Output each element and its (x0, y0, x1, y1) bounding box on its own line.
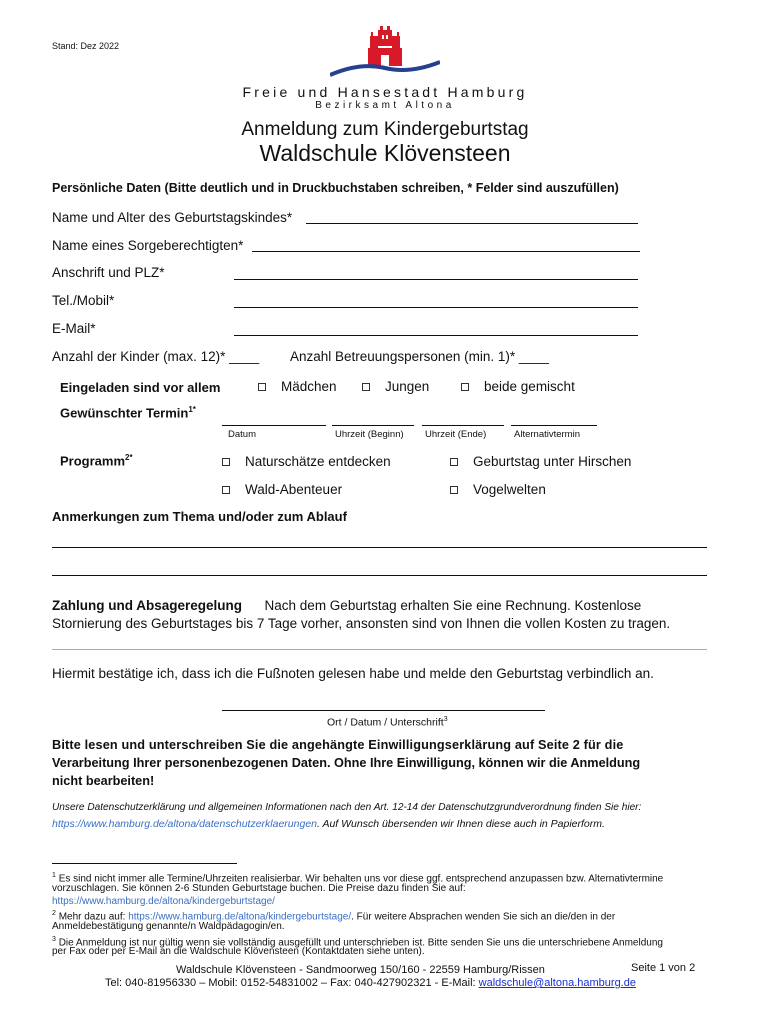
checkbox-icon[interactable] (362, 383, 370, 391)
footer-contact (105, 977, 636, 989)
address-field[interactable] (234, 279, 638, 280)
revision-date: Stand: Dez 2022 (52, 41, 120, 51)
checkbox-icon[interactable] (222, 486, 230, 494)
page-number: Seite 1 von 2 (631, 962, 696, 974)
date-field[interactable] (222, 425, 326, 426)
invited-option-mixed[interactable] (461, 379, 575, 394)
footnote-1-link[interactable]: https://www.hamburg.de/altona/kindergeburtstage/ (52, 896, 275, 907)
footnote-1-line-2: vorzuschlagen. Sie können 2-6 Stunden Geburtstage buchen. Die Preise dazu finden Sie auf: (52, 883, 466, 894)
program-label (60, 453, 133, 468)
privacy-text: . Auf Wunsch übersenden wir Ihnen diese auch in Papierform. (317, 818, 605, 830)
address-label: Anschrift und PLZ* (52, 265, 165, 280)
phone-label: Tel./Mobil* (52, 293, 115, 308)
footnote-2-line-2: Anmeldebestätigung genannte/n Waldpädagogin/en. (52, 921, 285, 932)
alternative-date-column-label: Alternativtermin (514, 429, 580, 440)
option-label: Wald-Abenteuer (245, 482, 343, 497)
checkbox-icon[interactable] (450, 486, 458, 494)
end-time-field[interactable] (422, 425, 504, 426)
checkbox-icon[interactable] (450, 458, 458, 466)
footnote-ref: 2* (125, 453, 133, 462)
footnote-ref: 3 (443, 716, 448, 723)
option-label: beide gemischt (484, 379, 575, 394)
footnote-3-line-1: Die Anmeldung ist nur gültig wenn sie vollständig ausgefüllt und unterschrieben ist. Bitte senden Sie uns die unterschriebene Anmeldung (58, 937, 663, 949)
footnote-1-line-1: Es sind nicht immer alle Termine/Uhrzeiten realisierbar. Wir behalten uns vor diese ggf. entsprechend anzupassen bzw. Alternativtermine (58, 873, 664, 885)
footnote-3-line-2: per Fax oder per E-Mail an die Waldschule Klövensteen (Kontaktdaten siehe unten). (52, 946, 425, 957)
consent-line-3: nicht bearbeiten! (52, 774, 155, 788)
footer-contact-text: Tel: 040-81956330 – Mobil: 0152-54831002 – Fax: 040-427902321 - E-Mail: (105, 977, 479, 989)
start-time-column-label: Uhrzeit (Beginn) (335, 429, 404, 440)
personal-data-heading: Persönliche Daten (Bitte deutlich und in Druckbuchstaben schreiben, * Felder sind auszufüllen) (52, 181, 619, 195)
footnote-2-text-end: . Für weitere Absprachen wenden Sie sich an die/den in der (351, 911, 616, 923)
option-label: Mädchen (281, 379, 337, 394)
program-option-treasures[interactable] (222, 454, 391, 469)
child-name-field[interactable] (306, 223, 638, 224)
remarks-line-1[interactable] (52, 547, 707, 548)
footnote-number: 3 (52, 936, 56, 943)
option-label: Geburtstag unter Hirschen (473, 454, 632, 469)
guardian-name-label: Name eines Sorgeberechtigten* (52, 238, 244, 253)
privacy-link[interactable]: https://www.hamburg.de/altona/datenschutzerklaerungen (52, 818, 317, 830)
program-label-text: Programm (60, 453, 126, 469)
footnote-2-link[interactable]: https://www.hamburg.de/altona/kindergeburtstage/ (128, 911, 352, 923)
carers-count-field[interactable]: Anzahl Betreuungspersonen (min. 1)* ____ (290, 349, 549, 364)
form-subtitle: Waldschule Klövensteen (259, 140, 511, 166)
email-field[interactable] (234, 335, 638, 336)
payment-text: Nach dem Geburtstag erhalten Sie eine Rechnung. Kostenlose (264, 598, 642, 613)
program-option-adventure[interactable] (222, 482, 342, 497)
footnote-number: 1 (52, 872, 56, 879)
payment-line-2: Stornierung des Geburtstages bis 7 Tage vorher, ansonsten sind von Ihnen die vollen Kosten zu tragen. (52, 616, 671, 631)
email-label: E-Mail* (52, 321, 96, 336)
district-name: Bezirksamt Altona (315, 100, 455, 111)
child-name-label: Name und Alter des Geburtstagskindes* (52, 210, 293, 225)
option-label: Jungen (385, 379, 430, 394)
program-option-deer[interactable] (450, 454, 631, 469)
date-column-label: Datum (228, 429, 256, 440)
city-name: Freie und Hansestadt Hamburg (242, 84, 528, 100)
consent-line-2: Verarbeitung Ihrer personenbezogenen Daten. Ohne Ihre Einwilligung, können wir die Anmeldung (52, 756, 641, 770)
appointment-label (60, 405, 196, 420)
checkbox-icon[interactable] (258, 383, 266, 391)
footnote-number: 2 (52, 910, 56, 917)
end-time-column-label: Uhrzeit (Ende) (425, 429, 487, 440)
privacy-line-2 (52, 818, 605, 830)
signature-label (327, 716, 448, 729)
checkbox-icon[interactable] (461, 383, 469, 391)
signature-label-text: Ort / Datum / Unterschrift (327, 716, 444, 729)
kids-count-field[interactable]: Anzahl der Kinder (max. 12)* ____ (52, 349, 260, 364)
program-option-birds[interactable] (450, 482, 546, 497)
footer-email-link[interactable]: waldschule@altona.hamburg.de (478, 977, 636, 989)
footnote-separator (52, 863, 237, 864)
invited-label: Eingeladen sind vor allem (60, 380, 221, 395)
checkbox-icon[interactable] (222, 458, 230, 466)
option-label: Naturschätze entdecken (245, 454, 391, 469)
phone-field[interactable] (234, 307, 638, 308)
hamburg-castle-crest-icon (330, 22, 440, 82)
invited-option-boys[interactable] (362, 379, 429, 394)
privacy-line-1: Unsere Datenschutzerklärung und allgemeinen Informationen nach den Art. 12-14 der Datenschutzgrundverordnung finden Sie hier: (52, 802, 642, 813)
remarks-line-2[interactable] (52, 575, 707, 576)
start-time-field[interactable] (332, 425, 414, 426)
divider (52, 649, 707, 650)
invited-option-girls[interactable] (258, 379, 337, 394)
appointment-label-text: Gewünschter Termin (60, 405, 189, 421)
confirmation-text: Hiermit bestätige ich, dass ich die Fußnoten gelesen habe und melde den Geburtstag verbindlich an. (52, 666, 654, 681)
guardian-name-field[interactable] (252, 251, 640, 252)
payment-heading: Zahlung und Absageregelung (52, 598, 243, 613)
form-title: Anmeldung zum Kindergeburtstag (241, 119, 529, 140)
consent-line-1: Bitte lesen und unterschreiben Sie die angehängte Einwilligungserklärung auf Seite 2 für die (52, 738, 624, 752)
alternative-date-field[interactable] (511, 425, 597, 426)
remarks-heading: Anmerkungen zum Thema und/oder zum Ablauf (52, 509, 347, 524)
signature-field[interactable] (222, 710, 545, 711)
footnote-ref: 1* (188, 405, 196, 414)
footnote-2-text: Mehr dazu auf: (58, 911, 126, 923)
footer-address: Waldschule Klövensteen - Sandmoorweg 150/160 - 22559 Hamburg/Rissen (176, 964, 545, 976)
option-label: Vogelwelten (473, 482, 546, 497)
payment-line-1 (52, 598, 641, 613)
